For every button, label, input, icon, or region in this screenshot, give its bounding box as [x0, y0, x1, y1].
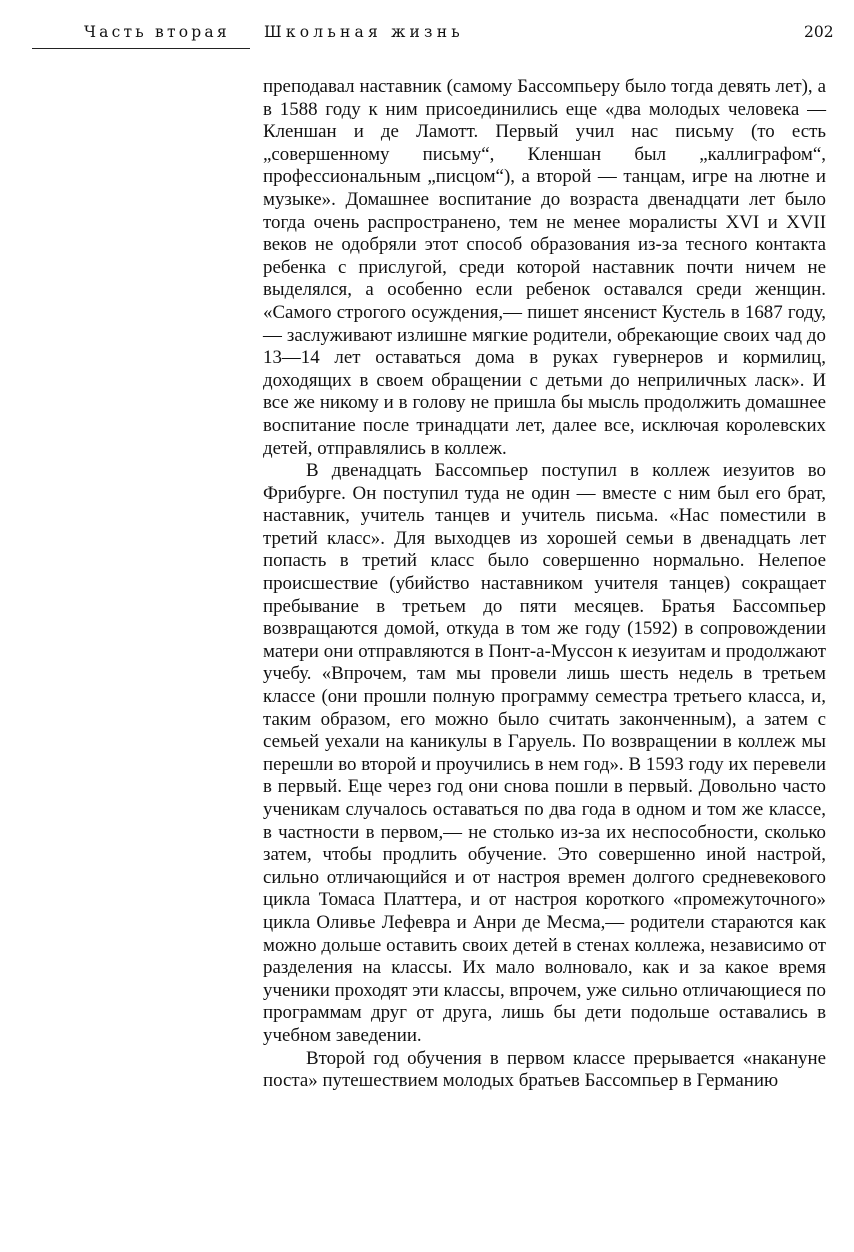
page-number: 202 — [804, 23, 834, 41]
running-head — [0, 0, 854, 60]
header-rule — [32, 48, 250, 49]
paragraph-bassompierre-college: В двенадцать Бассомпьер поступил в коллеж иезуитов во Фрибурге. Он поступил туда не один — вместе с ним был его брат, наставник, учитель танцев и учитель письма. «Нас поместили в третий класс». Для выходцев из хорошей семьи в двенадцать лет попасть в третий класс было совершенно нормально. Нелепое происшествие (убийство наставником учителя танцев) сокращает пребывание в третьем до пяти месяцев. Братья Бассомпьер возвращаются домой, откуда в том же году (1592) в сопровождении матери они отправляются в Понт-а-Муссон к иезуитам и продолжают учебу. «Впрочем, там мы провели лишь шесть недель в третьем классе (они прошли полную программу семестра третьего класса, и, таким образом, его можно было считать законченным), а затем с семьей уехали на каникулы в Гаруель. По возвращении в коллеж мы перешли во второй и проучились в нем год». В 1593 году их перевели в первый. Еще через год они снова пошли в первый. Довольно часто ученикам случалось оставаться по два года в одном и том же классе, в частности в первом,— не столько из-за их неспособности, сколько затем, чтобы продлить обучение. Это совершенно иной настрой, сильно отличающийся и от настроя времен долгого средневекового цикла Томаса Платтера, и от настроя короткого «промежуточного» цикла Оливье Лефевра и Анри де Месма,— родители стараются как можно дольше оставить своих детей в стенах коллежа, независимо от разделения на классы. Их мало волновало, как и за какое время ученики проходят эти классы, впрочем, уже сильно отличающиеся по программам друг от друга, лишь бы дети подольше оставались в учебном заведении. — [263, 460, 826, 1046]
running-head-chapter: Школьная жизнь — [264, 23, 464, 41]
paragraph-second-year: Второй год обучения в первом классе прерывается «накануне поста» путешествием молодых братьев Бассомпьер в Германию — [263, 1047, 826, 1092]
running-head-part: Часть вторая — [84, 23, 230, 41]
paragraph-continued: преподавал наставник (самому Бассомпьеру было тогда девять лет), а в 1588 году к ним присоединились еще «два молодых человека — Кленшан и де Ламотт. Первый учил нас письму (то есть „совершенному письму“, Кленшан был „каллиграфом“, профессиональным „писцом“), а второй — танцам, игре на лютне и музыке». Домашнее воспитание до возраста двенадцати лет было тогда очень распространено, тем не менее моралисты XVI и XVII веков не одобряли этот способ образования из-за тесного контакта ребенка с прислугой, среди которой наставник почти ничем не выделялся, а особенно если ребенок оставался среди женщин. «Самого строгого осуждения,— пишет янсенист Кустель в 1687 году,— заслуживают излишне мягкие родители, обрекающие своих чад до 13—14 лет оставаться дома в руках гувернеров и кормилиц, доходящих в своем обращении с детьми до неприличных ласк». И все же никому и в голову не пришла бы мысль продолжить домашнее воспитание после тринадцати лет, далее все, исключая королевских детей, отправлялись в коллеж. — [263, 76, 826, 459]
page-text — [263, 76, 826, 1093]
